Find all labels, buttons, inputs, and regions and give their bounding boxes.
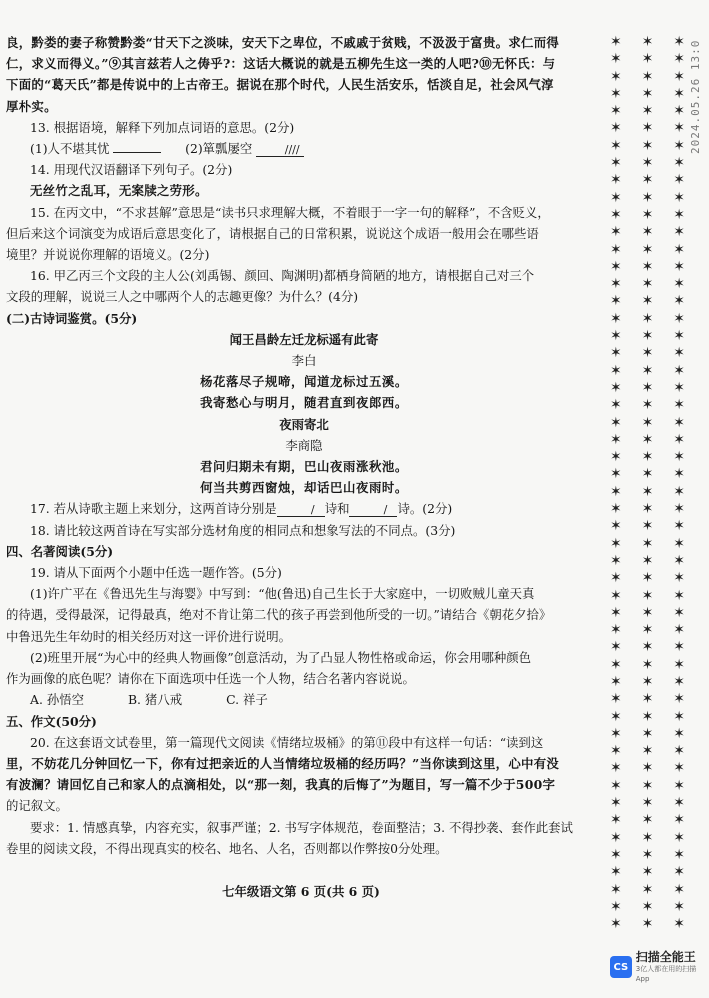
star-row <box>610 588 685 605</box>
star-icon: ✶ <box>610 51 622 68</box>
star-icon: ✶ <box>673 276 685 293</box>
star-icon: ✶ <box>610 155 622 172</box>
star-icon: ✶ <box>673 328 685 345</box>
star-row <box>610 432 685 449</box>
intro-line: 仁，求义而得义。”⑨其言兹若人之俦乎?：这话大概说的就是五柳先生这一类的人吧?⑩无怀氏：与 <box>6 56 556 72</box>
star-row <box>610 812 685 829</box>
star-icon: ✶ <box>610 552 622 569</box>
star-row <box>610 484 685 501</box>
star-icon: ✶ <box>641 328 654 345</box>
star-icon: ✶ <box>610 743 622 760</box>
star-icon: ✶ <box>641 206 654 223</box>
star-icon: ✶ <box>610 881 622 898</box>
star-row <box>610 657 685 674</box>
star-icon: ✶ <box>610 34 622 50</box>
star-icon: ✶ <box>673 898 685 915</box>
star-icon: ✶ <box>610 206 622 223</box>
section-essay: 五、作文(50分) <box>6 713 97 729</box>
star-icon: ✶ <box>610 293 622 310</box>
poem2-title: 夜雨寄北 <box>279 416 329 432</box>
star-icon: ✶ <box>610 812 622 829</box>
star-icon: ✶ <box>673 518 685 535</box>
requirements-line: 要求：1. 情感真挚，内容充实，叙事严谨；2. 书写字体规范，卷面整洁；3. 不得抄袭、套作此套试 <box>30 819 573 835</box>
star-row <box>610 34 685 51</box>
star-icon: ✶ <box>641 397 654 414</box>
star-icon: ✶ <box>610 587 622 604</box>
question-18: 18. 请比较这两首诗在写实部分选材角度的相同点和想象写法的不同点。(3分) <box>30 522 456 538</box>
star-row <box>610 259 685 276</box>
star-row <box>610 120 685 137</box>
star-row <box>610 397 685 414</box>
star-icon: ✶ <box>673 846 685 863</box>
star-row <box>610 847 685 864</box>
star-icon: ✶ <box>610 397 622 414</box>
star-icon: ✶ <box>641 449 654 466</box>
star-row <box>610 190 685 207</box>
star-row <box>610 363 685 380</box>
star-icon: ✶ <box>673 241 685 258</box>
star-row <box>610 466 685 483</box>
poem1-line: 我寄愁心与明月，随君直到夜郎西。 <box>200 395 408 411</box>
star-icon: ✶ <box>610 362 622 379</box>
question-17 <box>6 498 602 519</box>
q17-text-c: 诗。(2分) <box>397 501 453 517</box>
star-icon: ✶ <box>641 656 654 673</box>
camscanner-logo-icon: CS <box>610 956 632 978</box>
question-16-line: 文段的理解，说说三人之中哪两个人的志趣更像？为什么？(4分) <box>6 289 359 305</box>
q19-part1-line: (1)许广平在《鲁迅先生与海婴》中写到：“他(鲁迅)自己生长于大家庭中，一切败贼儿童天真 <box>30 586 535 602</box>
star-icon: ✶ <box>673 258 685 275</box>
star-icon: ✶ <box>673 103 685 120</box>
q19-part1-line: 中鲁迅先生年幼时的相关经历对这一评价进行说明。 <box>6 628 291 644</box>
star-icon: ✶ <box>673 483 685 500</box>
question-20-line: 的记叙文。 <box>6 798 68 814</box>
star-icon: ✶ <box>641 518 654 535</box>
star-row <box>610 795 685 812</box>
q13-part2: (2)箪瓢屡空 <box>185 141 253 157</box>
q13-blank2[interactable]: //// <box>256 143 304 157</box>
star-icon: ✶ <box>610 795 622 812</box>
q17-text-b: 诗和 <box>324 501 350 517</box>
star-row <box>610 882 685 899</box>
star-icon: ✶ <box>610 535 622 552</box>
star-icon: ✶ <box>673 829 685 846</box>
star-icon: ✶ <box>673 587 685 604</box>
q17-text-a: 17. 若从诗歌主题上来划分，这两首诗分别是 <box>30 501 277 517</box>
page-footer: 七年级语文第 6 页(共 6 页) <box>222 884 380 899</box>
star-icon: ✶ <box>610 189 622 206</box>
question-16-line: 16. 甲乙丙三个文段的主人公(刘禹锡、颜回、陶渊明)都栖身简陋的地方，请根据自己对三个 <box>30 268 535 284</box>
q17-blank1[interactable]: / <box>277 503 325 517</box>
poem1-line: 杨花落尽子规啼，闻道龙标过五溪。 <box>200 374 408 390</box>
star-icon: ✶ <box>641 881 654 898</box>
star-row <box>610 743 685 760</box>
star-icon: ✶ <box>673 466 685 483</box>
star-icon: ✶ <box>673 172 685 189</box>
star-icon: ✶ <box>610 258 622 275</box>
star-row <box>610 449 685 466</box>
star-icon: ✶ <box>641 224 654 241</box>
star-icon: ✶ <box>610 518 622 535</box>
star-row <box>610 518 685 535</box>
star-icon: ✶ <box>673 777 685 794</box>
star-icon: ✶ <box>610 466 622 483</box>
question-20-line: 里，不妨花几分钟回忆一下，你有过把亲近的人当情绪垃圾桶的经历吗？”当你读到这里，心中有没 <box>6 755 560 771</box>
star-icon: ✶ <box>641 379 654 396</box>
star-icon: ✶ <box>641 604 654 621</box>
star-icon: ✶ <box>673 224 685 241</box>
star-icon: ✶ <box>673 916 685 933</box>
star-row <box>610 207 685 224</box>
star-row <box>610 726 685 743</box>
star-icon: ✶ <box>641 241 654 258</box>
star-icon: ✶ <box>610 172 622 189</box>
question-15-line: 15. 在丙文中，“不求甚解”意思是“读书只求理解大概，不着眼于一字一句的解释”，不含贬义， <box>30 204 550 220</box>
star-icon: ✶ <box>641 172 654 189</box>
star-row <box>610 709 685 726</box>
option-b: B. 猪八戒 <box>127 692 183 708</box>
star-row <box>610 899 685 916</box>
star-row <box>610 501 685 518</box>
question-15-line: 但后来这个词演变为成语后意思变化了，请根据自己的日常积累，说说这个成语一般用会在哪些语 <box>6 225 539 241</box>
star-row <box>610 51 685 68</box>
star-icon: ✶ <box>673 760 685 777</box>
star-icon: ✶ <box>673 743 685 760</box>
star-row <box>610 224 685 241</box>
star-icon: ✶ <box>641 691 654 708</box>
star-row <box>610 778 685 795</box>
star-icon: ✶ <box>641 34 654 50</box>
star-icon: ✶ <box>673 552 685 569</box>
star-icon: ✶ <box>641 795 654 812</box>
star-icon: ✶ <box>610 846 622 863</box>
star-icon: ✶ <box>673 310 685 327</box>
q19-part2-line: (2)班里开展“为心中的经典人物画像”创意活动，为了凸显人物性格或命运，你会用哪种颜色 <box>30 649 532 665</box>
star-icon: ✶ <box>610 501 622 518</box>
question-15-line: 境里？并说说你理解的语境义。(2分) <box>6 247 210 263</box>
star-icon: ✶ <box>610 622 622 639</box>
star-icon: ✶ <box>610 777 622 794</box>
star-icon: ✶ <box>610 898 622 915</box>
option-a: A. 孙悟空 <box>30 692 84 708</box>
star-icon: ✶ <box>641 310 654 327</box>
star-icon: ✶ <box>610 864 622 881</box>
star-icon: ✶ <box>610 725 622 742</box>
star-icon: ✶ <box>641 552 654 569</box>
star-icon: ✶ <box>641 483 654 500</box>
star-icon: ✶ <box>610 345 622 362</box>
star-icon: ✶ <box>641 535 654 552</box>
poem1-title: 闻王昌龄左迁龙标遥有此寄 <box>229 331 379 347</box>
star-icon: ✶ <box>641 414 654 431</box>
star-icon: ✶ <box>673 362 685 379</box>
question-13-parts <box>6 138 602 159</box>
star-icon: ✶ <box>641 120 654 137</box>
star-icon: ✶ <box>641 189 654 206</box>
question-20-line: 20. 在这套语文试卷里，第一篇现代文阅读《情绪垃圾桶》的第⑪段中有这样一句话：“读到这 <box>30 734 544 750</box>
poem2-line: 何当共剪西窗烛，却话巴山夜雨时。 <box>200 480 408 496</box>
star-icon: ✶ <box>673 881 685 898</box>
star-icon: ✶ <box>673 51 685 68</box>
star-icon: ✶ <box>610 310 622 327</box>
star-icon: ✶ <box>641 622 654 639</box>
seal-line-stars <box>610 34 685 934</box>
star-icon: ✶ <box>641 155 654 172</box>
star-icon: ✶ <box>610 760 622 777</box>
camscanner-badge <box>610 950 709 984</box>
star-icon: ✶ <box>673 449 685 466</box>
star-row <box>610 639 685 656</box>
star-icon: ✶ <box>673 725 685 742</box>
star-row <box>610 172 685 189</box>
star-icon: ✶ <box>673 189 685 206</box>
star-icon: ✶ <box>673 345 685 362</box>
star-row <box>610 380 685 397</box>
star-icon: ✶ <box>673 639 685 656</box>
star-row <box>610 622 685 639</box>
star-row <box>610 760 685 777</box>
q19-options <box>6 689 602 710</box>
star-icon: ✶ <box>641 864 654 881</box>
star-row <box>610 86 685 103</box>
star-icon: ✶ <box>610 103 622 120</box>
star-icon: ✶ <box>641 103 654 120</box>
star-icon: ✶ <box>610 68 622 85</box>
star-icon: ✶ <box>641 777 654 794</box>
star-icon: ✶ <box>673 691 685 708</box>
star-row <box>610 242 685 259</box>
star-row <box>610 293 685 310</box>
star-icon: ✶ <box>641 673 654 690</box>
star-row <box>610 674 685 691</box>
question-14: 14. 用现代汉语翻译下列句子。(2分) <box>30 162 233 178</box>
star-icon: ✶ <box>641 362 654 379</box>
star-icon: ✶ <box>610 137 622 154</box>
star-icon: ✶ <box>673 656 685 673</box>
star-icon: ✶ <box>673 604 685 621</box>
badge-name: 扫描全能王 <box>635 950 696 964</box>
star-icon: ✶ <box>641 68 654 85</box>
q13-part1: (1)人不堪其忧 <box>30 141 110 157</box>
star-icon: ✶ <box>641 639 654 656</box>
star-icon: ✶ <box>673 293 685 310</box>
star-icon: ✶ <box>673 414 685 431</box>
star-icon: ✶ <box>673 397 685 414</box>
star-row <box>610 605 685 622</box>
star-icon: ✶ <box>673 34 685 50</box>
star-icon: ✶ <box>610 328 622 345</box>
star-icon: ✶ <box>641 829 654 846</box>
star-icon: ✶ <box>610 916 622 933</box>
star-icon: ✶ <box>673 431 685 448</box>
star-icon: ✶ <box>641 725 654 742</box>
star-row <box>610 311 685 328</box>
star-icon: ✶ <box>641 345 654 362</box>
star-icon: ✶ <box>641 708 654 725</box>
star-icon: ✶ <box>673 812 685 829</box>
star-icon: ✶ <box>673 120 685 137</box>
scan-timestamp: 2024.05.26 13:0 <box>689 39 702 154</box>
star-icon: ✶ <box>610 431 622 448</box>
star-icon: ✶ <box>641 137 654 154</box>
star-row <box>610 345 685 362</box>
question-20-line: 有波澜？请回忆自己和家人的点滴相处，以“那一刻，我真的后悔了”为题目，写一篇不少于500字 <box>6 777 556 793</box>
section-classics: 四、名著阅读(5分) <box>6 543 114 559</box>
star-row <box>610 830 685 847</box>
star-icon: ✶ <box>673 708 685 725</box>
q19-part1-line: 的待遇，受得最深，记得最真，绝对不肯让第二代的孩子再尝到他所受的一切。”请结合《朝花夕拾》 <box>6 607 552 623</box>
star-icon: ✶ <box>610 120 622 137</box>
star-icon: ✶ <box>641 898 654 915</box>
star-icon: ✶ <box>641 760 654 777</box>
star-icon: ✶ <box>673 85 685 102</box>
requirements-line: 卷里的阅读文段，不得出现真实的校名、地名、人名，否则都以作弊按0分处理。 <box>6 840 448 856</box>
star-row <box>610 69 685 86</box>
star-icon: ✶ <box>673 501 685 518</box>
star-icon: ✶ <box>610 604 622 621</box>
star-icon: ✶ <box>610 276 622 293</box>
star-icon: ✶ <box>641 258 654 275</box>
exam-content <box>6 32 602 859</box>
star-row <box>610 155 685 172</box>
question-19: 19. 请从下面两个小题中任选一题作答。(5分) <box>30 565 282 581</box>
star-icon: ✶ <box>641 812 654 829</box>
star-icon: ✶ <box>610 639 622 656</box>
question-13: 13. 根据语境，解释下列加点词语的意思。(2分) <box>30 119 295 135</box>
q13-blank1[interactable] <box>113 152 161 153</box>
star-icon: ✶ <box>641 466 654 483</box>
star-icon: ✶ <box>610 85 622 102</box>
option-c: C. 祥子 <box>226 692 268 708</box>
star-row <box>610 328 685 345</box>
intro-line: 下面的“葛天氏”都是传说中的上古帝王。据说在那个时代，人民生活安乐，恬淡自足，社会风气淳 <box>6 77 554 93</box>
star-icon: ✶ <box>673 535 685 552</box>
star-icon: ✶ <box>610 691 622 708</box>
star-icon: ✶ <box>673 155 685 172</box>
star-icon: ✶ <box>641 501 654 518</box>
star-icon: ✶ <box>641 916 654 933</box>
intro-line: 厚朴实。 <box>6 98 57 114</box>
star-row <box>610 553 685 570</box>
star-icon: ✶ <box>610 483 622 500</box>
q14-sentence: 无丝竹之乱耳，无案牍之劳形。 <box>30 183 208 199</box>
star-icon: ✶ <box>610 241 622 258</box>
badge-subtitle: 3亿人都在用的扫描App <box>635 965 697 983</box>
star-icon: ✶ <box>673 864 685 881</box>
star-icon: ✶ <box>610 449 622 466</box>
star-row <box>610 536 685 553</box>
star-icon: ✶ <box>610 656 622 673</box>
star-icon: ✶ <box>673 570 685 587</box>
star-icon: ✶ <box>641 743 654 760</box>
poem1-author: 李白 <box>291 353 317 369</box>
star-icon: ✶ <box>610 673 622 690</box>
star-icon: ✶ <box>673 795 685 812</box>
star-icon: ✶ <box>610 414 622 431</box>
star-row <box>610 691 685 708</box>
star-row <box>610 138 685 155</box>
star-icon: ✶ <box>610 379 622 396</box>
star-icon: ✶ <box>641 293 654 310</box>
q19-part2-line: 作为画像的底色呢？请你在下面选项中任选一个人物，结合名著内容说说。 <box>6 671 415 687</box>
star-icon: ✶ <box>641 276 654 293</box>
star-row <box>610 864 685 881</box>
intro-line: 良，黔娄的妻子称赞黔娄“甘天下之淡味，安天下之卑位，不戚戚于贫贱，不汲汲于富贵。求仁而得 <box>6 35 560 50</box>
star-icon: ✶ <box>641 846 654 863</box>
poem2-line: 君问归期未有期，巴山夜雨涨秋池。 <box>200 459 408 475</box>
star-icon: ✶ <box>673 673 685 690</box>
star-icon: ✶ <box>673 68 685 85</box>
star-icon: ✶ <box>610 224 622 241</box>
star-icon: ✶ <box>610 829 622 846</box>
star-row <box>610 103 685 120</box>
star-icon: ✶ <box>673 137 685 154</box>
star-icon: ✶ <box>610 708 622 725</box>
poem2-author: 李商隐 <box>285 437 323 453</box>
star-icon: ✶ <box>610 570 622 587</box>
star-icon: ✶ <box>641 431 654 448</box>
star-row <box>610 415 685 432</box>
q17-blank2[interactable]: / <box>349 503 397 517</box>
star-icon: ✶ <box>641 51 654 68</box>
star-icon: ✶ <box>673 379 685 396</box>
star-icon: ✶ <box>641 570 654 587</box>
star-icon: ✶ <box>641 587 654 604</box>
section-poetry: (二)古诗词鉴赏。(5分) <box>6 310 138 326</box>
star-row <box>610 276 685 293</box>
star-icon: ✶ <box>673 206 685 223</box>
star-icon: ✶ <box>673 622 685 639</box>
star-row <box>610 916 685 933</box>
star-row <box>610 570 685 587</box>
star-icon: ✶ <box>641 85 654 102</box>
